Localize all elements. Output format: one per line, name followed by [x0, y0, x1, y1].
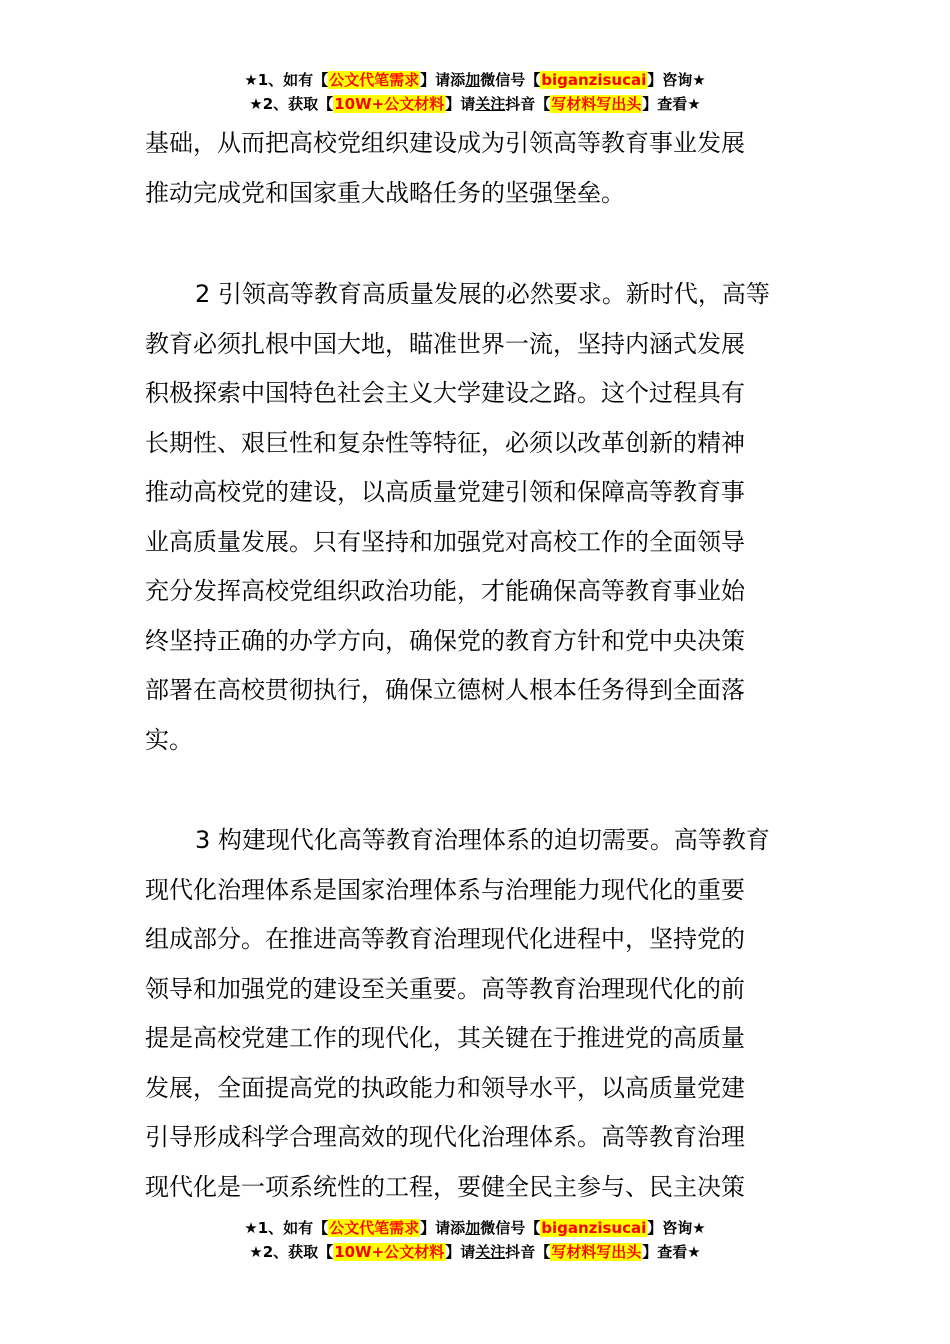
highlight-service: 公文代笔需求 — [329, 71, 420, 89]
text-line: 基础，从而把高校党组织建设成为引领高等教育事业发展 — [145, 129, 745, 157]
footer-notice-line-1: ★1、如有【公文代笔需求】请添加微信号【biganzisucai】咨询★ — [244, 1219, 706, 1237]
highlight-wechat-id: biganzisucai — [541, 71, 647, 89]
text-line: 3 构建现代化高等教育治理体系的迫切需要。高等教育 — [195, 826, 770, 854]
text-line: 推动完成党和国家重大战略任务的坚强堡垒。 — [145, 178, 625, 207]
paragraph-3 — [145, 816, 810, 1212]
header-notice-line-2: ★2、获取【10W+公文材料】请关注抖音【写材料写出头】查看★ — [249, 95, 701, 113]
text-line: 推动高校党的建设，以高质量党建引领和保障高等教育事 — [145, 478, 745, 506]
footer-notice — [0, 1216, 950, 1264]
footer-notice-line-2: ★2、获取【10W+公文材料】请关注抖音【写材料写出头】查看★ — [249, 1243, 701, 1261]
text-line: 教育必须扎根中国大地，瞄准世界一流，坚持内涵式发展 — [145, 329, 745, 358]
highlight-douyin-account: 写材料写出头 — [551, 95, 642, 113]
text-line: 长期性、艰巨性和复杂性等特征，必须以改革创新的精神 — [145, 428, 745, 457]
highlight-service: 公文代笔需求 — [329, 1219, 420, 1237]
text-line: 部署在高校贯彻执行，确保立德树人根本任务得到全面落 — [145, 676, 745, 704]
highlight-materials: 10W+公文材料 — [334, 1243, 445, 1261]
text-line: 领导和加强党的建设至关重要。高等教育治理现代化的前 — [145, 974, 745, 1003]
text-line: 2 引领高等教育高质量发展的必然要求。新时代，高等 — [195, 280, 770, 308]
text-line: 终坚持正确的办学方向，确保党的教育方针和党中央决策 — [145, 626, 745, 655]
text-line: 业高质量发展。只有坚持和加强党对高校工作的全面领导 — [145, 527, 745, 556]
highlight-wechat-id: biganzisucai — [541, 1219, 647, 1237]
header-notice-line-1: ★1、如有【公文代笔需求】请添加微信号【biganzisucai】咨询★ — [244, 71, 706, 89]
text-line: 提是高校党建工作的现代化，其关键在于推进党的高质量 — [145, 1024, 745, 1052]
text-line: 现代化是一项系统性的工程，要健全民主参与、民主决策 — [145, 1172, 745, 1201]
paragraph-2 — [145, 270, 810, 765]
text-line: 引导形成科学合理高效的现代化治理体系。高等教育治理 — [145, 1123, 745, 1151]
text-line: 积极探索中国特色社会主义大学建设之路。这个过程具有 — [145, 379, 745, 407]
text-line: 实。 — [145, 725, 193, 754]
text-line: 发展，全面提高党的执政能力和领导水平，以高质量党建 — [145, 1073, 745, 1102]
paragraph-1 — [145, 119, 810, 218]
text-line: 充分发挥高校党组织政治功能，才能确保高等教育事业始 — [145, 577, 745, 605]
text-line: 组成部分。在推进高等教育治理现代化进程中，坚持党的 — [145, 925, 745, 953]
highlight-douyin-account: 写材料写出头 — [551, 1243, 642, 1261]
text-line: 现代化治理体系是国家治理体系与治理能力现代化的重要 — [145, 875, 745, 904]
highlight-materials: 10W+公文材料 — [334, 95, 445, 113]
header-notice — [0, 68, 950, 116]
